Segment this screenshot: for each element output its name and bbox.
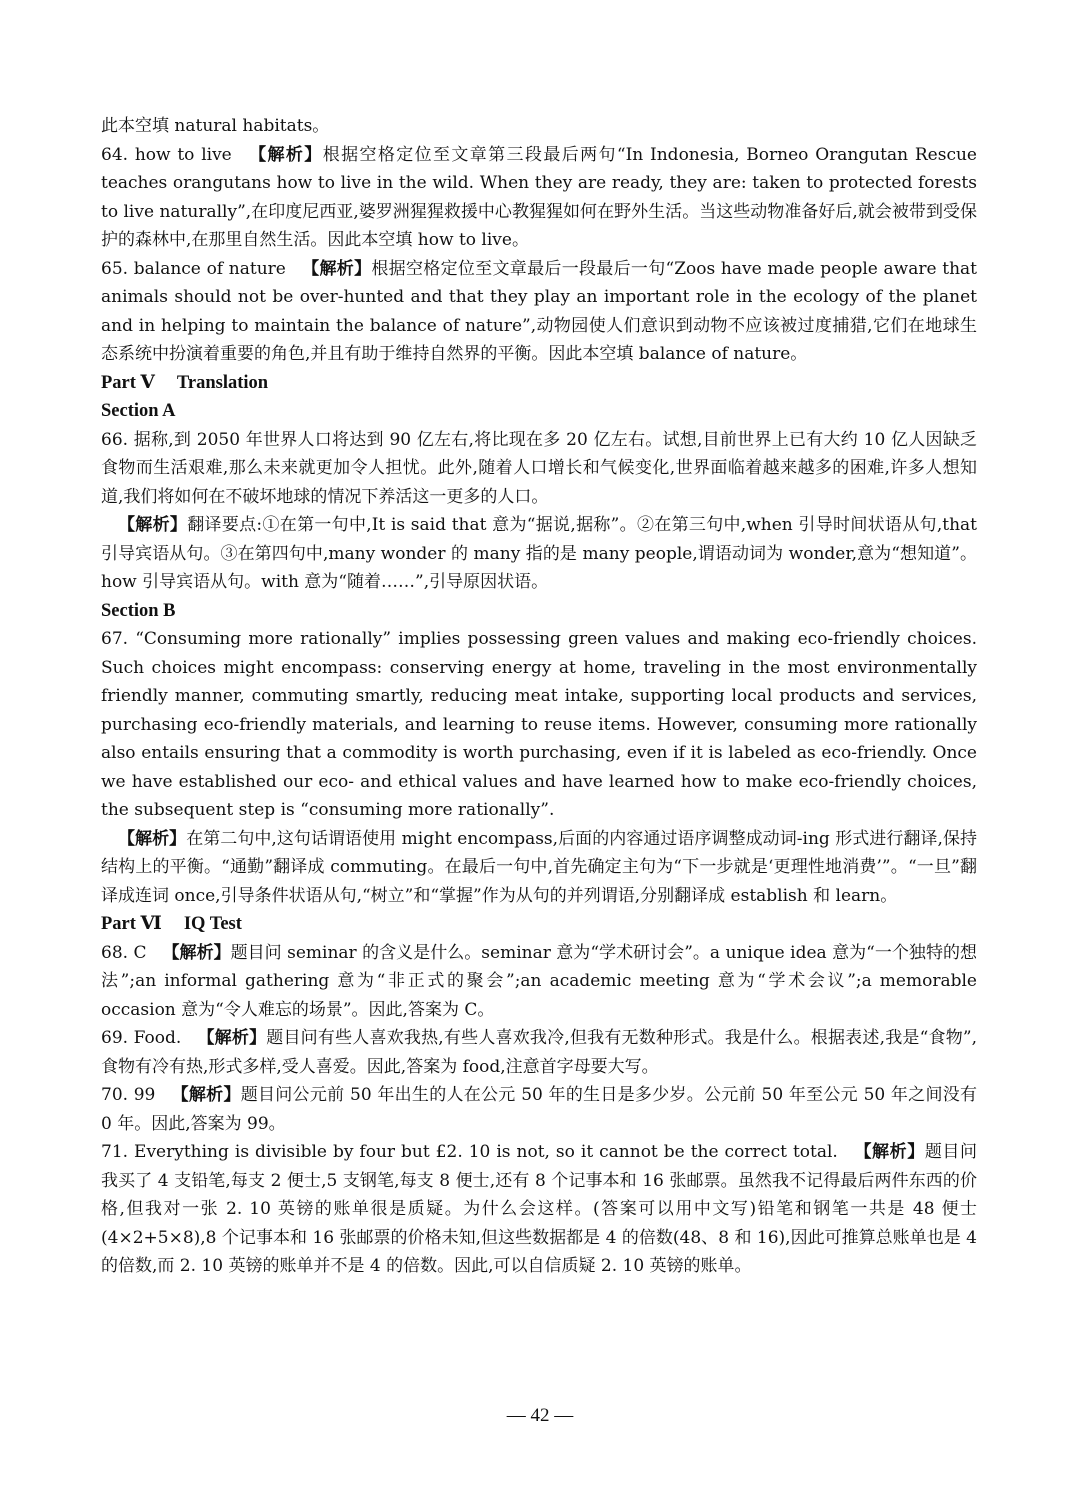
analysis-tag: 【解析】 <box>171 1085 241 1105</box>
answer-68 <box>101 939 977 1025</box>
page-number: — 42 — <box>506 1405 574 1426</box>
answer-70-text: 题目问公元前 50 年出生的人在公元 50 年的生日是多少岁。公元前 50 年至公元 50 年之间没有 0 年。因此,答案为 99。 <box>101 1085 978 1134</box>
answer-65 <box>101 255 977 369</box>
answer-71-text: 题目问我买了 4 支铅笔,每支 2 便士,5 支钢笔,每支 8 便士,还有 8 个记事本和 16 张邮票。虽然我不记得最后两件东西的价格,但我对一张 2. 10 英镑的账单很是质疑。为什么会这样。(答案可以用中文写)铅笔和钢笔一共是 48 便士(4×2+5×8),8 个记事本和 16 张邮票的价格未知,但这些数据都是 4 的倍数(48、8 和 16),因此可推算总账单也是 4 的倍数,而 2. 10 英镑的账单并不是 4 的倍数。因此,可以自信质疑 2. 10 英镑的账单。 <box>101 1142 977 1276</box>
analysis-67 <box>101 825 977 911</box>
section-b-heading: Section B <box>101 600 176 621</box>
analysis-tag: 【解析】 <box>853 1142 925 1162</box>
question-67: 67. “Consuming more rationally” implies possessing green values and making eco-friendly choices. Such choices might encompass: conserving energy at home, traveling in the most environmentally friendly manner, commuting smartly, reducing meat intake, supporting local products and services, purchasing eco-friendly materials, and learning to reuse items. However, consuming more rationally also entails ensuring that a commodity is worth purchasing, even if it is labeled as eco-friendly. Once we have established our eco- and ethical values and have learned how to make eco-friendly choices, the subsequent step is “consuming more rationally”. <box>101 629 977 820</box>
continuation-line: 此本空填 natural habitats。 <box>101 116 330 136</box>
analysis-67-text: 在第二句中,这句话谓语使用 might encompass,后面的内容通过语序调整成动词-ing 形式进行翻译,保持结构上的平衡。“通勤”翻译成 commuting。在最后一句中,首先确定主句为“下一步就是‘更理性地消费’”。“一旦”翻译成连词 once,引导条件状语从句,“树立”和“掌握”作为从句的并列谓语,分别翻译成 establish 和 learn。 <box>101 828 977 906</box>
analysis-tag: 【解析】 <box>247 144 323 165</box>
answer-65-text: 根据空格定位至文章最后一段最后一句“Zoos have made people aware that animals should not be over-hunted and that they play an important role in the ecology of the planet and in helping to maintain the balance of nature”,动物园使人们意识到动物不应该被过度捕猎,它们在地球生态系统中扮演着重要的角色,并且有助于维持自然界的平衡。因此本空填 balance of nature。 <box>101 258 977 364</box>
answer-70 <box>101 1081 977 1138</box>
answer-70-key: 70. 99 <box>101 1085 156 1105</box>
answer-68-key: 68. C <box>101 942 147 963</box>
analysis-tag: 【解析】 <box>301 258 372 279</box>
answer-64-text: 根据空格定位至文章第三段最后两句“In Indonesia, Borneo Orangutan Rescue teaches orangutans how to live in the wild. When they are ready, they are: taken to protected forests to live naturally”,在印度尼西亚,婆罗洲猩猩救援中心教猩猩如何在野外生活。当这些动物准备好后,就会被带到受保护的森林中,在那里自然生活。因此本空填 how to live。 <box>101 144 977 250</box>
analysis-tag: 【解析】 <box>197 1028 267 1048</box>
question-66: 66. 据称,到 2050 年世界人口将达到 90 亿左右,将比现在多 20 亿左右。试想,目前世界上已有大约 10 亿人因缺乏食物而生活艰难,那么未来就更加令人担忧。此外,随着人口增长和气候变化,世界面临着越来越多的困难,许多人想知道,我们将如何在不破坏地球的情况下养活这一更多的人口。 <box>101 429 977 507</box>
analysis-66 <box>101 511 977 597</box>
answer-71 <box>101 1138 977 1281</box>
answer-69-key: 69. Food. <box>101 1028 182 1048</box>
answer-65-key: 65. balance of nature <box>101 258 286 279</box>
answer-71-key: 71. Everything is divisible by four but £2. 10 is not, so it cannot be the correct total. <box>101 1142 838 1162</box>
analysis-tag: 【解析】 <box>162 942 231 963</box>
answer-69 <box>101 1024 977 1081</box>
document-body <box>101 112 977 1281</box>
answer-69-text: 题目问有些人喜欢我热,有些人喜欢我冷,但我有无数种形式。我是什么。根据表述,我是“食物”,食物有冷有热,形式多样,受人喜爱。因此,答案为 food,注意首字母要大写。 <box>101 1028 977 1077</box>
part-6-heading <box>101 910 977 939</box>
analysis-tag: 【解析】 <box>118 515 188 535</box>
answer-68-text: 题目问 seminar 的含义是什么。seminar 意为“学术研讨会”。a unique idea 意为“一个独特的想法”;an informal gathering 意为“非正式的聚会”;an academic meeting 意为“学术会议”;a memorable occasion 意为“令人难忘的场景”。因此,答案为 C。 <box>101 942 978 1020</box>
answer-64-key: 64. how to live <box>101 144 232 165</box>
analysis-tag: 【解析】 <box>118 828 187 849</box>
part-6-number: Part Ⅵ <box>101 914 162 934</box>
analysis-66-text: 翻译要点:①在第一句中,It is said that 意为“据说,据称”。②在第三句中,when 引导时间状语从句,that 引导宾语从句。③在第四句中,many wonder 的 many 指的是 many people,谓语动词为 wonder,意为“想知道”。how 引导宾语从句。with 意为“随着……”,引导原因状语。 <box>101 515 977 592</box>
section-a-heading: Section A <box>101 401 176 421</box>
part-6-title: IQ Test <box>183 914 242 934</box>
part-5-title: Translation <box>176 372 269 393</box>
part-5-heading <box>101 369 977 398</box>
answer-64 <box>101 141 977 255</box>
part-5-number: Part Ⅴ <box>101 372 155 393</box>
